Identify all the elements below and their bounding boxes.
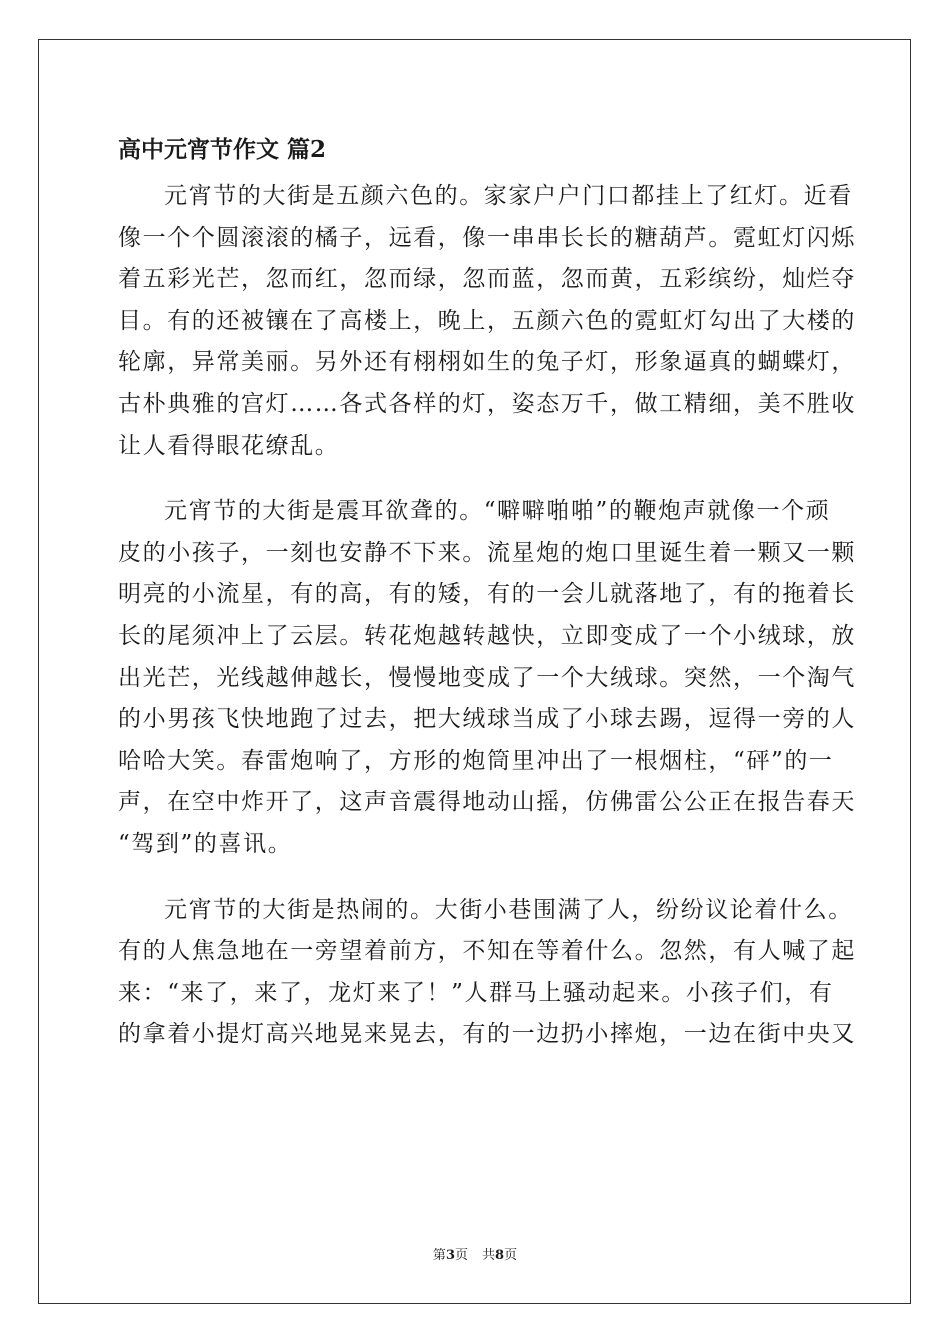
- paragraph-line: 像一个个圆滚滚的橘子，远看，像一串串长长的糖葫芦。霓虹灯闪烁: [118, 224, 856, 251]
- paragraph-line: “驾到”的喜讯。: [118, 830, 293, 857]
- paragraph-line: 元宵节的大街是震耳欲聋的。“噼噼啪啪”的鞭炮声就像一个顽: [164, 498, 831, 525]
- paragraph: [118, 890, 856, 1056]
- page-current: 3: [445, 1248, 455, 1263]
- paragraph-line: 元宵节的大街是热闹的。大街小巷围满了人，纷纷议论着什么。: [164, 896, 853, 923]
- paragraph-line: 出光芒，光线越伸越长，慢慢地变成了一个大绒球。突然，一个淘气: [118, 664, 856, 691]
- page-footer: [0, 1246, 950, 1266]
- document-title: 高中元宵节作文 篇2: [118, 136, 327, 163]
- document-body: [118, 128, 856, 1080]
- paragraph-line: 皮的小孩子，一刻也安静不下来。流星炮的炮口里诞生着一颗又一颗: [118, 539, 856, 566]
- paragraph-line: 长的尾须冲上了云层。转花炮越转越快，立即变成了一个小绒球，放: [118, 622, 856, 649]
- paragraph: [118, 491, 856, 865]
- paragraph-line: 明亮的小流星，有的高，有的矮，有的一会儿就落地了，有的拖着长: [118, 581, 856, 608]
- paragraph-line: 目。有的还被镶在了高楼上，晚上，五颜六色的霓虹灯勾出了大楼的: [118, 307, 856, 334]
- paragraph-line: 着五彩光芒，忽而红，忽而绿，忽而蓝，忽而黄，五彩缤纷，灿烂夺: [118, 266, 856, 293]
- page-total-label: 共8页: [482, 1248, 518, 1263]
- paragraph-container: [118, 176, 856, 1056]
- paragraph: [118, 176, 856, 467]
- paragraph-line: 的拿着小提灯高兴地晃来晃去，有的一边扔小摔炮，一边在街中央又: [118, 1021, 856, 1048]
- paragraph-line: 声，在空中炸开了，这声音震得地动山摇，仿佛雷公公正在报告春天: [118, 789, 856, 816]
- paragraph-line: 来：“来了，来了，龙灯来了！”人群马上骚动起来。小孩子们，有: [118, 979, 834, 1006]
- paragraph-line: 让人看得眼花缭乱。: [118, 432, 340, 459]
- paragraph-line: 元宵节的大街是五颜六色的。家家户户门口都挂上了红灯。近看: [164, 183, 853, 209]
- paragraph-line: 古朴典雅的宫灯……各式各样的灯，姿态万千，做工精细，美不胜收: [118, 390, 856, 417]
- page-total: 8: [495, 1248, 505, 1263]
- paragraph-line: 的小男孩飞快地跑了过去，把大绒球当成了小球去踢，逗得一旁的人: [118, 706, 856, 733]
- paragraph-line: 轮廓，异常美丽。另外还有栩栩如生的兔子灯，形象逼真的蝴蝶灯，: [118, 349, 856, 376]
- paragraph-line: 哈哈大笑。春雷炮响了，方形的炮筒里冲出了一根烟柱，“砰”的一: [118, 747, 834, 774]
- paragraph-line: 有的人焦急地在一旁望着前方，不知在等着什么。忽然，有人喊了起: [118, 938, 856, 965]
- page-number-label: 第3页: [432, 1248, 468, 1263]
